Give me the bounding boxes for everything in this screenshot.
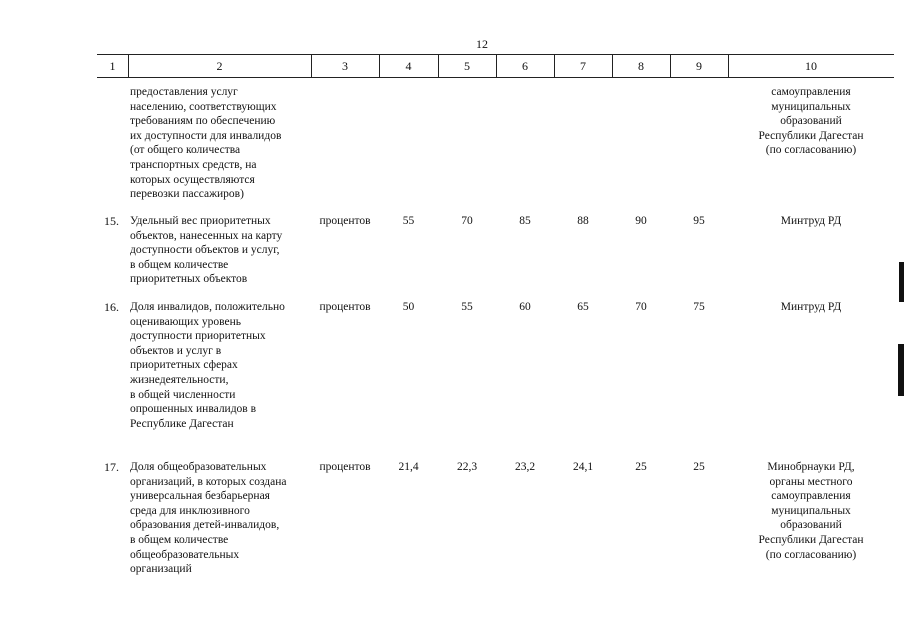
value-cell: 60 — [519, 301, 531, 313]
column-header: 6 — [522, 59, 528, 73]
indicator-text — [130, 300, 285, 431]
column-header: 3 — [342, 59, 348, 73]
value-cell: 55 — [461, 301, 473, 313]
value-cell: 55 — [402, 215, 415, 227]
text-line: организаций, в которых создана — [130, 475, 287, 488]
value-cell: 90 — [635, 215, 647, 227]
column-header: 10 — [805, 59, 817, 73]
text-line: (от общего количества — [130, 144, 241, 157]
text-line: доступности объектов и услуг, — [130, 244, 280, 257]
value-cell: 24,1 — [572, 461, 594, 473]
value-cell: 70 — [635, 301, 647, 313]
column-header: 5 — [464, 59, 470, 73]
indicator-text — [130, 214, 282, 287]
value-cell: 65 — [577, 301, 589, 313]
text-line: в общем количестве — [130, 258, 229, 271]
responsible-line: образований — [780, 519, 842, 532]
scan-mark — [898, 344, 904, 396]
responsible-line: Республики Дагестан — [758, 129, 864, 142]
responsible-line: самоуправления — [771, 86, 851, 98]
responsible-line: (по согласованию) — [765, 144, 857, 157]
column-header: 7 — [580, 59, 586, 73]
value-cell: 25 — [635, 461, 647, 473]
text-line: Доля инвалидов, положительно — [130, 301, 285, 313]
row-number: 16. — [104, 300, 119, 314]
unit: процентов — [319, 461, 371, 473]
value-cell: 75 — [693, 301, 705, 313]
responsible-cell — [728, 300, 894, 315]
text-line: образования детей-инвалидов, — [130, 519, 280, 532]
text-line: требованиям по обеспечению — [130, 115, 276, 128]
value-cell: 22,3 — [456, 461, 478, 473]
value-cell: 21,4 — [398, 461, 419, 473]
text-line: жизнедеятельности, — [130, 373, 229, 386]
text-line: Республике Дагестан — [130, 417, 234, 430]
value-cell: 50 — [402, 301, 415, 313]
responsible-line: Минтруд РД — [780, 301, 842, 313]
row-number: 17. — [104, 460, 119, 474]
value-cell: 25 — [693, 461, 705, 473]
text-line: доступности приоритетных — [130, 330, 266, 343]
text-line: оценивающих уровень — [130, 315, 242, 328]
text-line: объектов и услуг в — [130, 344, 222, 357]
text-line: опрошенных инвалидов в — [130, 403, 257, 416]
text-line: Удельный вес приоритетных — [130, 215, 271, 227]
responsible-line: органы местного — [769, 475, 853, 488]
responsible-line: Минтруд РД — [780, 215, 842, 227]
text-line: предоставления услуг — [130, 86, 238, 98]
responsible-line: образований — [780, 115, 842, 128]
responsible-line: муниципальных — [771, 100, 851, 113]
text-line: их доступности для инвалидов — [130, 129, 282, 142]
column-header: 4 — [405, 59, 412, 73]
text-line: Доля общеобразовательных — [130, 461, 267, 473]
column-header: 9 — [696, 59, 702, 73]
responsible-cell — [728, 214, 894, 229]
value-cell: 70 — [461, 215, 473, 227]
text-line: в общей численности — [130, 388, 236, 401]
text-line: транспортных средств, на — [130, 158, 257, 171]
text-line: которых осуществляются — [130, 173, 255, 186]
unit: процентов — [319, 301, 371, 313]
text-line: универсальная безбарьерная — [130, 490, 270, 503]
responsible-line: самоуправления — [771, 490, 851, 503]
column-header: 1 — [109, 59, 116, 73]
value-cell: 85 — [519, 215, 531, 227]
text-line: среда для инклюзивного — [130, 504, 250, 517]
text-line: в общем количестве — [130, 533, 229, 546]
page-number: 12 — [476, 37, 488, 51]
unit: процентов — [319, 215, 371, 227]
text-line: организаций — [130, 563, 192, 576]
value-cell: 23,2 — [514, 461, 536, 473]
text-line: объектов, нанесенных на карту — [130, 229, 283, 242]
text-line: приоритетных сферах — [130, 359, 238, 372]
responsible-line: (по согласованию) — [765, 548, 857, 561]
continuation-text — [130, 85, 281, 202]
indicator-text — [130, 460, 287, 577]
responsible-line: Республики Дагестан — [758, 533, 864, 546]
row-number: 15. — [104, 214, 119, 228]
responsible-line: Минобрнауки РД, — [767, 461, 855, 473]
responsible-cell — [728, 460, 894, 562]
value-cell: 88 — [577, 215, 589, 227]
text-line: перевозки пассажиров) — [130, 188, 244, 201]
text-line: приоритетных объектов — [130, 273, 248, 286]
value-cell: 95 — [693, 215, 705, 227]
responsible-line: муниципальных — [771, 504, 851, 517]
column-header: 2 — [216, 59, 223, 73]
text-line: общеобразовательных — [130, 548, 240, 561]
text-line: населению, соответствующих — [130, 100, 277, 113]
column-header: 8 — [638, 59, 644, 73]
continuation-responsible — [728, 85, 894, 158]
scan-mark — [899, 262, 904, 302]
